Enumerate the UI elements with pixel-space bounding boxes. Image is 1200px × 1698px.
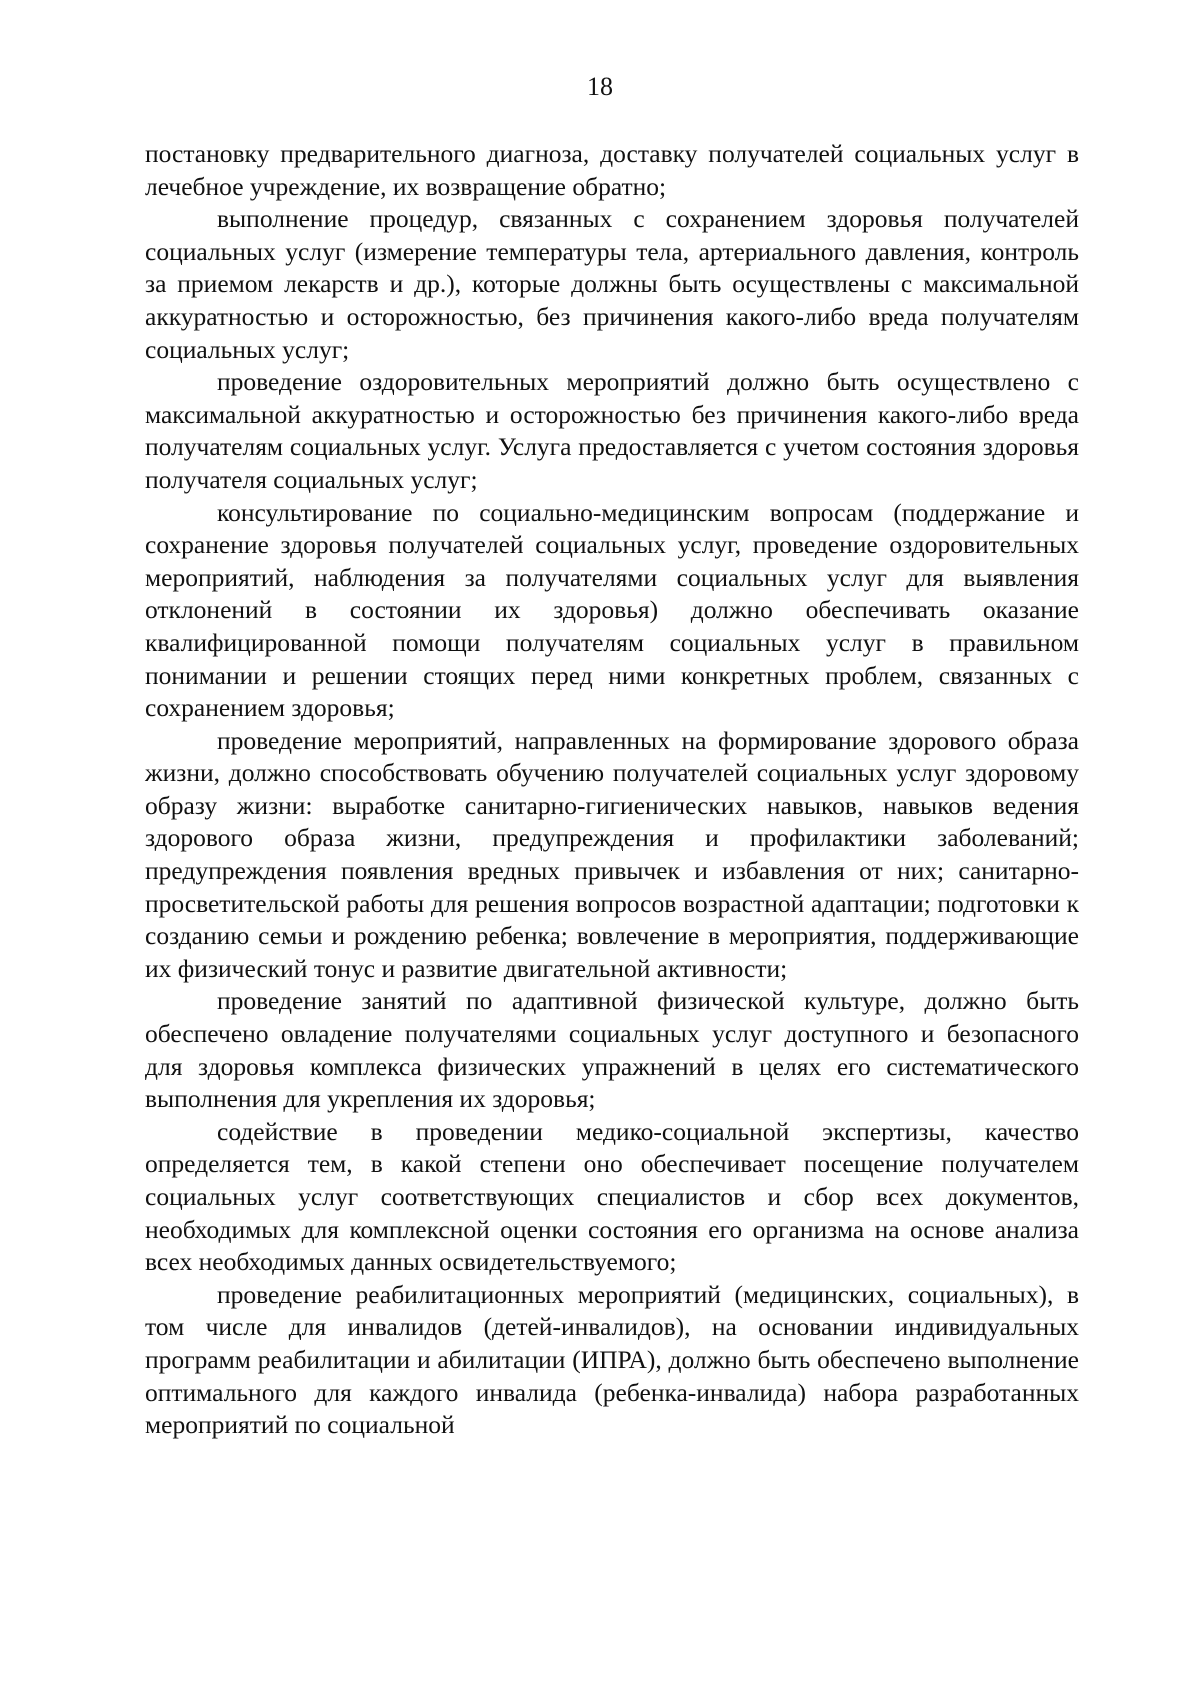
- paragraph: проведение оздоровительных мероприятий должно быть осуществлено с максимальной аккуратностью и осторожностью без причинения какого-либо вреда получателям социальных услуг. Услуга предоставляется с учетом состояния здоровья получателя социальных услуг;: [145, 367, 1079, 494]
- body-text: [145, 138, 1079, 1442]
- paragraph: проведение мероприятий, направленных на формирование здорового образа жизни, должно способствовать обучению получателей социальных услуг здоровому образу жизни: выработке санитарно-гигиенических навыков, навыков ведения здорового образа жизни, предупреждения и профилактики заболеваний; предупреждения появления вредных привычек и избавления от них; санитарно-просветительской работы для решения вопросов возрастной адаптации; подготовки к созданию семьи и рождению ребенка; вовлечение в мероприятия, поддерживающие их физический тонус и развитие двигательной активности;: [145, 725, 1079, 983]
- paragraph: содействие в проведении медико-социальной экспертизы, качество определяется тем, в какой степени оно обеспечивает посещение получателем социальных услуг соответствующих специалистов и сбор всех документов, необходимых для комплексной оценки состояния его организма на основе анализа всех необходимых данных освидетельствуемого;: [145, 1116, 1079, 1277]
- paragraph: консультирование по социально-медицинским вопросам (поддержание и сохранение здоровья получателей социальных услуг, проведение оздоровительных мероприятий, наблюдения за получателями социальных услуг для выявления отклонений в состоянии их здоровья) должно обеспечивать оказание квалифицированной помощи получателям социальных услуг в правильном понимании и решении стоящих перед ними конкретных проблем, связанных с сохранением здоровья;: [145, 497, 1079, 723]
- paragraph: проведение реабилитационных мероприятий (медицинских, социальных), в том числе для инвалидов (детей-инвалидов), на основании индивидуальных программ реабилитации и абилитации (ИПРА), должно быть обеспечено выполнение оптимального для каждого инвалида (ребенка-инвалида) набора разработанных мероприятий по социальной: [145, 1279, 1079, 1440]
- paragraph: постановку предварительного диагноза, доставку получателей социальных услуг в лечебное учреждение, их возвращение обратно;: [145, 139, 1079, 201]
- paragraph: выполнение процедур, связанных с сохранением здоровья получателей социальных услуг (измерение температуры тела, артериального давления, контроль за приемом лекарств и др.), которые должны быть осуществлены с максимальной аккуратностью и осторожностью, без причинения какого-либо вреда получателям социальных услуг;: [145, 204, 1079, 364]
- page-number: 18: [587, 72, 613, 101]
- paragraph: проведение занятий по адаптивной физической культуре, должно быть обеспечено овладение получателями социальных услуг доступного и безопасного для здоровья комплекса физических упражнений в целях его систематического выполнения для укрепления их здоровья;: [145, 986, 1079, 1114]
